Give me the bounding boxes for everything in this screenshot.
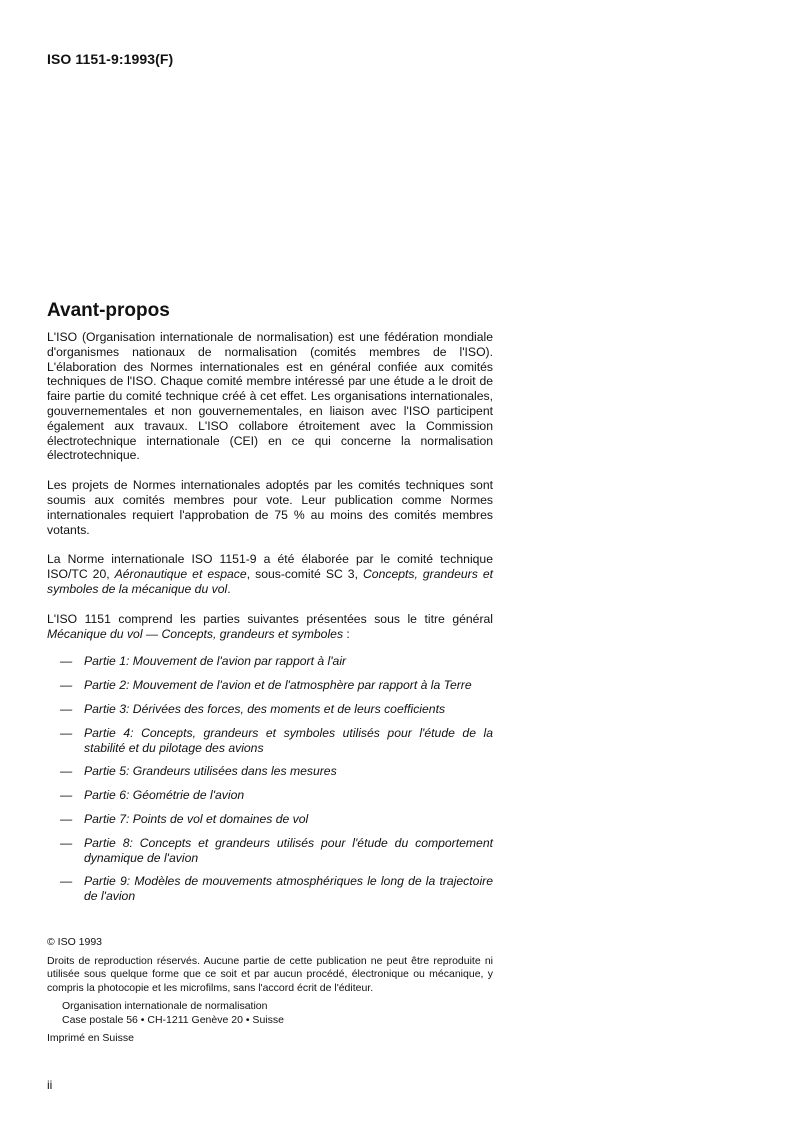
dash-bullet: — bbox=[60, 725, 73, 740]
foreword-body bbox=[47, 330, 493, 913]
part-title: Partie 4: Concepts, grandeurs et symboles utilisés pour l'étude de la stabilité et du pilotage des avions bbox=[84, 725, 493, 755]
para4-text-a: L'ISO 1151 comprend les parties suivantes présentées sous le titre général bbox=[47, 611, 493, 626]
part-title: Partie 7: Points de vol et domaines de vol bbox=[84, 811, 309, 826]
paragraph-iso-description: L'ISO (Organisation internationale de normalisation) est une fédération mondiale d'organismes nationaux de normalisation (comités membres de l'ISO). L'élaboration des Normes internationales est en général confiée aux comités techniques de l'ISO. Chaque comité membre intéressé par une étude a le droit de faire partie du comité technique créé à cet effet. Les organisations internationales, gouvernementales et non gouvernementales, en liaison avec l'ISO participent également aux travaux. L'ISO collabore étroitement avec la Commission électrotechnique internationale (CEI) en ce qui concerne la normalisation électrotechnique. bbox=[47, 330, 493, 463]
rights-notice: Droits de reproduction réservés. Aucune partie de cette publication ne peut être reproduite ni utilisée sous quelque forme que ce soit et par aucun procédé, électronique ou mécanique, y compris la photocopie et les microfilms, sans l'accord écrit de l'éditeur. bbox=[47, 954, 493, 994]
list-item bbox=[47, 874, 493, 904]
copyright-line: © ISO 1993 bbox=[47, 936, 103, 948]
list-item bbox=[47, 836, 493, 866]
parts-list bbox=[47, 654, 493, 904]
dash-bullet: — bbox=[60, 678, 73, 693]
part-title: Partie 8: Concepts et grandeurs utilisés pour l'étude du comportement dynamique de l'avion bbox=[84, 835, 493, 865]
dash-bullet: — bbox=[60, 764, 73, 779]
para4-text-c: : bbox=[343, 626, 350, 641]
part-title: Partie 1: Mouvement de l'avion par rapport à l'air bbox=[84, 654, 347, 669]
paragraph-parts-intro bbox=[47, 612, 493, 642]
dash-bullet: — bbox=[60, 811, 73, 826]
para3-subcommittee-name: Concepts, grandeurs et symboles de la mécanique du vol bbox=[47, 567, 493, 596]
copyright-block bbox=[47, 936, 493, 1046]
organisation-name: Organisation internationale de normalisation bbox=[62, 1000, 268, 1012]
dash-bullet: — bbox=[60, 701, 73, 716]
standard-code-header: ISO 1151-9:1993(F) bbox=[47, 51, 174, 67]
list-item bbox=[47, 764, 493, 779]
part-title: Partie 5: Grandeurs utilisées dans les mesures bbox=[84, 764, 337, 779]
dash-bullet: — bbox=[60, 874, 73, 889]
para3-text-a: La Norme internationale ISO 1151-9 a été élaborée par le comité technique ISO/TC 20, bbox=[47, 552, 493, 582]
paragraph-voting: Les projets de Normes internationales adoptés par les comités techniques sont soumis aux comités membres pour vote. Leur publication comme Normes internationales requiert l'approbation de 75 % au moins des comités membres votants. bbox=[47, 478, 493, 537]
para3-text-c: , sous-comité SC 3, bbox=[246, 567, 363, 582]
paragraph-committee bbox=[47, 552, 493, 596]
para3-text-e: . bbox=[227, 581, 231, 596]
list-item bbox=[47, 726, 493, 756]
para4-general-title: Mécanique du vol — Concepts, grandeurs et symboles bbox=[47, 626, 344, 641]
page-title: Avant-propos bbox=[47, 300, 170, 321]
list-item bbox=[47, 788, 493, 803]
para3-committee-name: Aéronautique et espace bbox=[114, 567, 247, 582]
dash-bullet: — bbox=[60, 788, 73, 803]
list-item bbox=[47, 812, 493, 827]
page-number: ii bbox=[47, 1078, 53, 1092]
list-item bbox=[47, 702, 493, 717]
printed-in: Imprimé en Suisse bbox=[47, 1032, 134, 1044]
list-item bbox=[47, 678, 493, 693]
list-item bbox=[47, 654, 493, 669]
part-title: Partie 6: Géométrie de l'avion bbox=[84, 788, 245, 803]
part-title: Partie 3: Dérivées des forces, des moments et de leurs coefficients bbox=[84, 701, 446, 716]
part-title: Partie 2: Mouvement de l'avion et de l'atmosphère par rapport à la Terre bbox=[84, 678, 472, 693]
dash-bullet: — bbox=[60, 835, 73, 850]
part-title: Partie 9: Modèles de mouvements atmosphériques le long de la trajectoire de l'avion bbox=[84, 874, 493, 904]
organisation-address: Case postale 56 • CH-1211 Genève 20 • Suisse bbox=[62, 1013, 284, 1026]
dash-bullet: — bbox=[60, 654, 73, 669]
